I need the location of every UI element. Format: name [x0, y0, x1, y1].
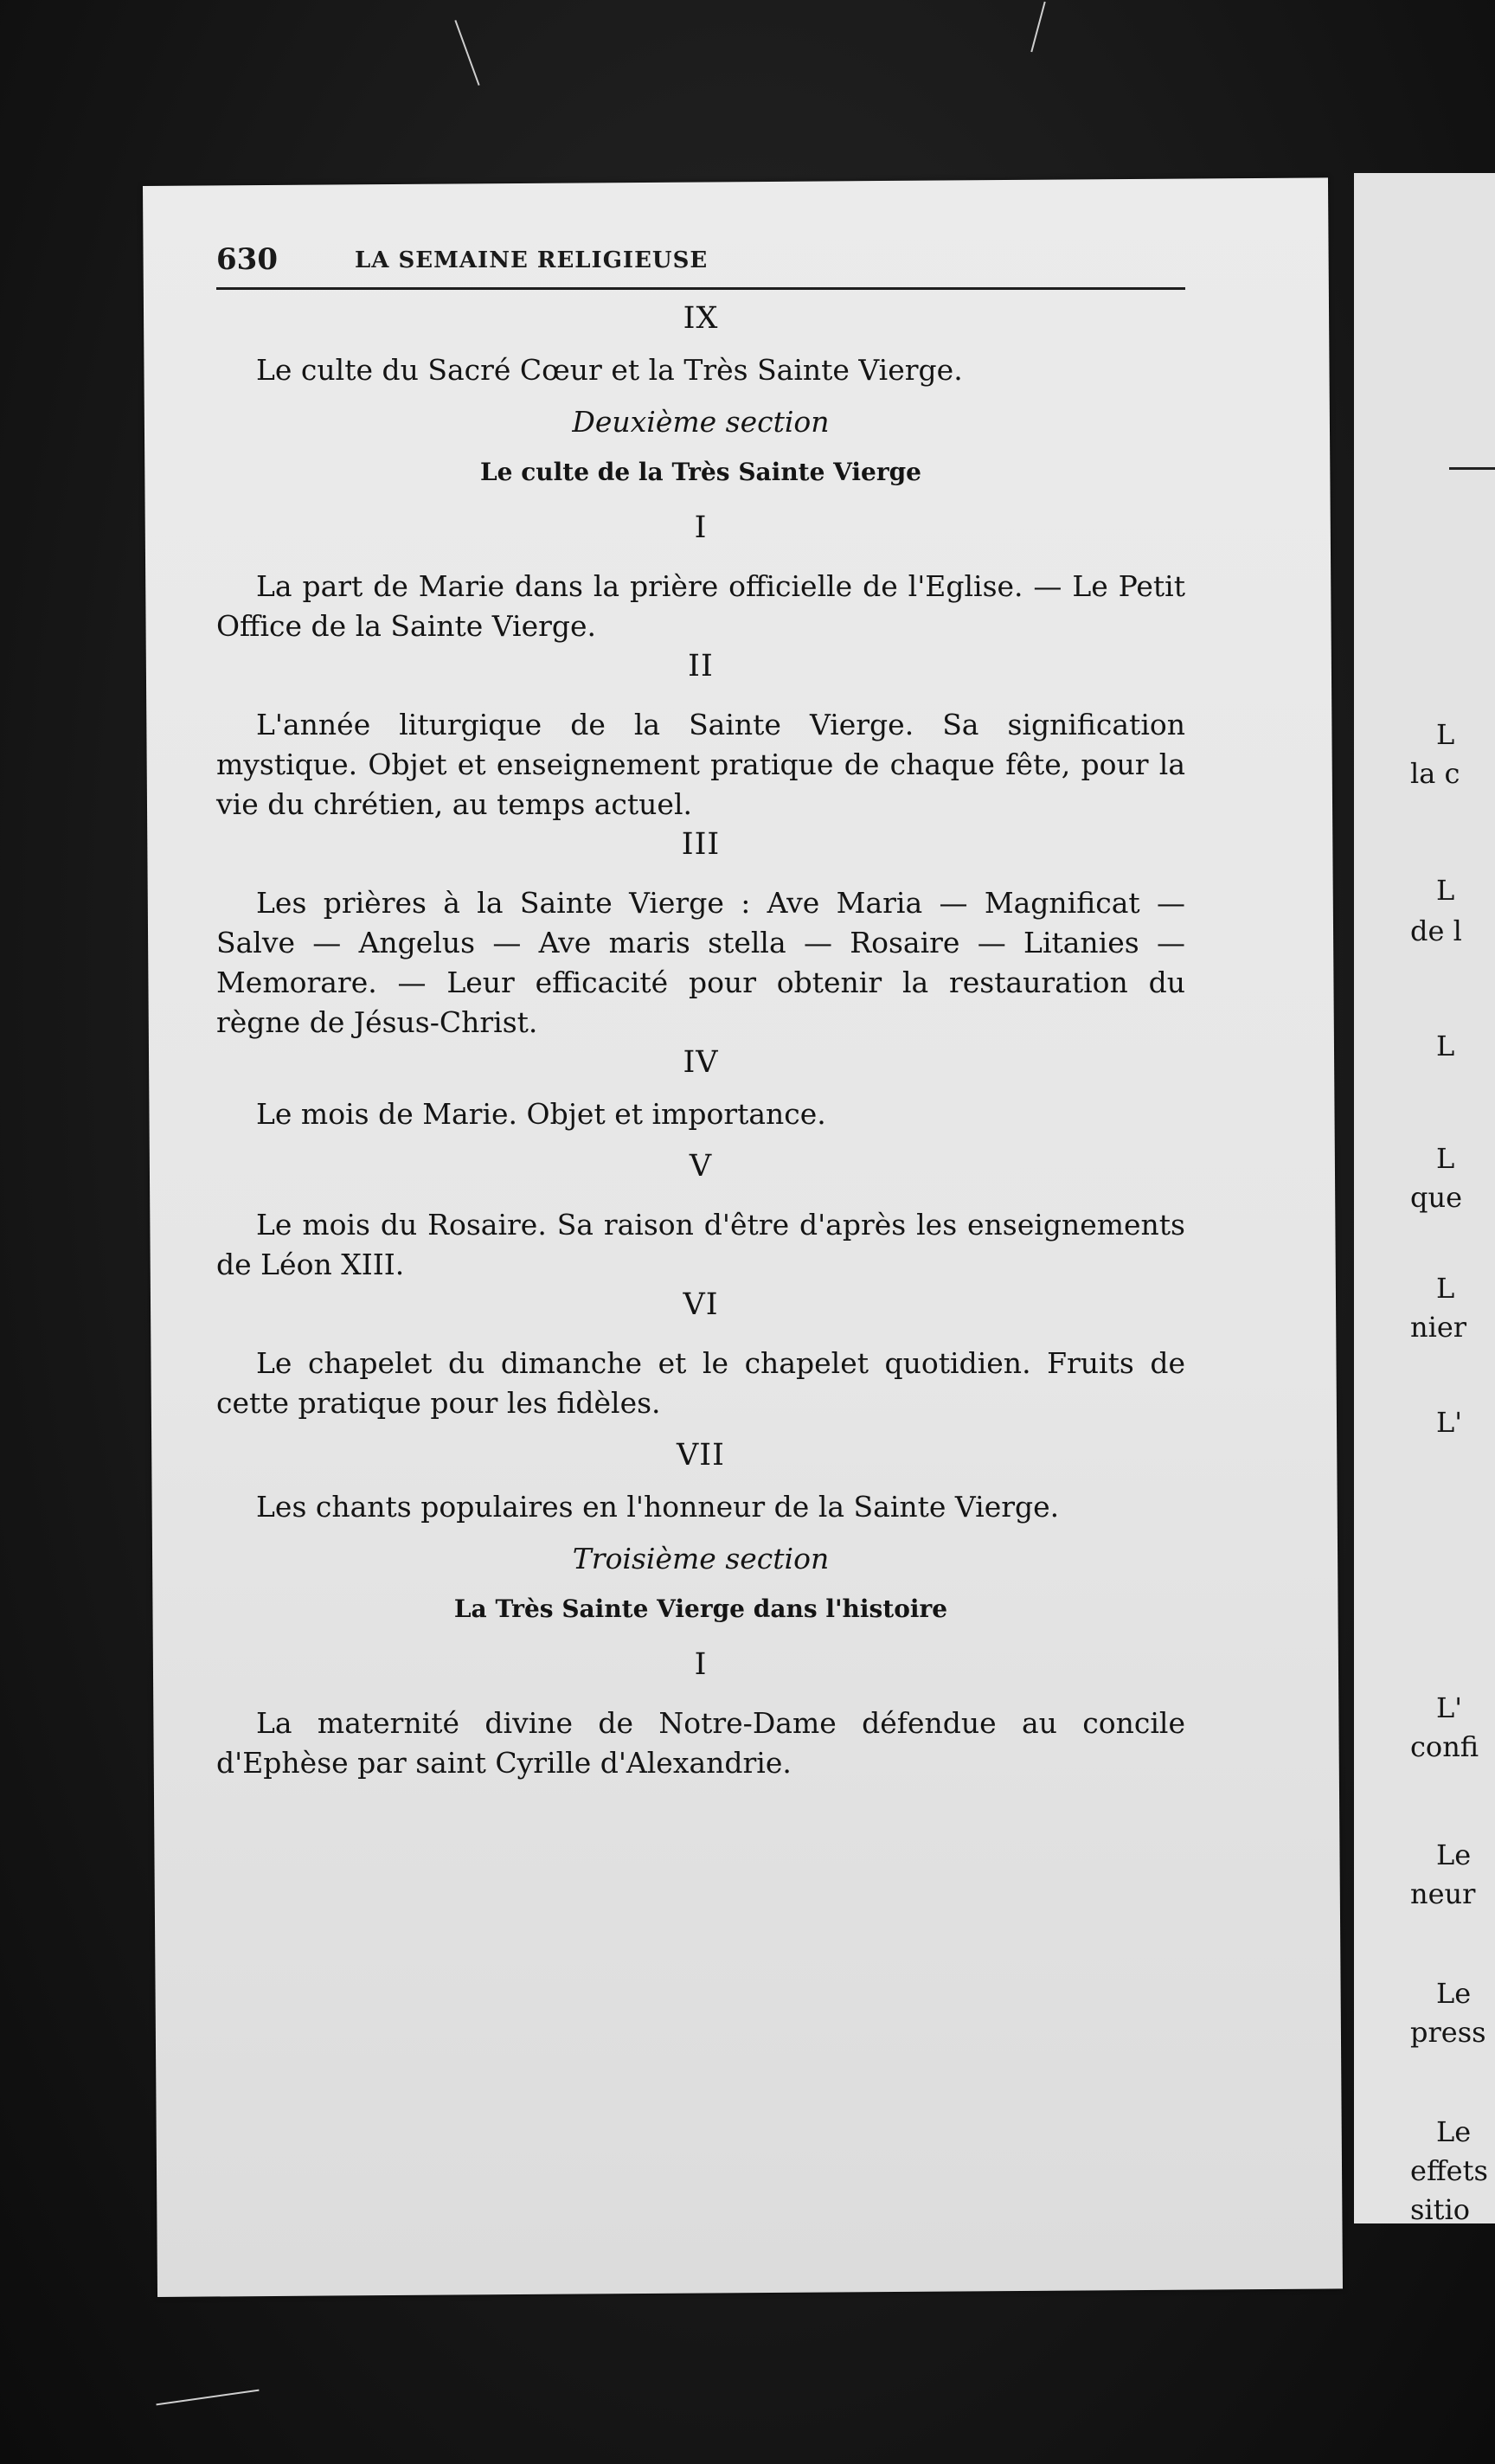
page-body: [216, 298, 1185, 1783]
header-rule: [216, 287, 1185, 290]
section-subheading: Le culte de la Très Sainte Vierge: [479, 458, 921, 486]
section-paragraph: Le chapelet du dimanche et le chapelet quotidien. Fruits de cette pratique pour les fidèles.: [216, 1346, 1185, 1420]
adjacent-line-fragment: Le: [1436, 2115, 1472, 2148]
adjacent-line-fragment: effets: [1410, 2154, 1488, 2187]
section-paragraph: Le culte du Sacré Cœur et la Très Sainte Vierge.: [256, 353, 963, 387]
section-paragraph: L'année liturgique de la Sainte Vierge. Sa signification mystique. Objet et enseignement pratique de chaque fête, pour la vie du chrétien, au temps actuel.: [216, 708, 1185, 821]
running-title: LA SEMAINE RELIGIEUSE: [355, 247, 709, 273]
section-numeral: IV: [683, 1045, 719, 1080]
section-paragraph: Les chants populaires en l'honneur de la Sainte Vierge.: [256, 1490, 1060, 1524]
adjacent-line-fragment: neur: [1410, 1877, 1476, 1910]
adjacent-line-fragment: de l: [1410, 914, 1462, 947]
adjacent-line-fragment: que: [1410, 1181, 1463, 1214]
adjacent-line-fragment: la c: [1410, 757, 1460, 790]
adjacent-line-fragment: L: [1436, 874, 1455, 907]
section-paragraph: Les prières à la Sainte Vierge : Ave Maria — Magnificat — Salve — Angelus — Ave maris stella — Rosaire — Litanies — Memorare. — Leur efficacité pour obtenir la restauration du règne de Jésus-Christ.: [216, 886, 1185, 1039]
section-paragraph: La maternité divine de Notre-Dame défendue au concile d'Ephèse par saint Cyrille d'Alexandrie.: [216, 1706, 1185, 1780]
adjacent-page: [1354, 173, 1495, 2226]
adjacent-line-fragment: confi: [1410, 1730, 1479, 1763]
section-subheading: La Très Sainte Vierge dans l'histoire: [453, 1595, 948, 1623]
adjacent-line-fragment: L: [1436, 1272, 1455, 1305]
adjacent-line-fragment: sitio: [1410, 2193, 1471, 2226]
adjacent-line-fragment: L: [1436, 1030, 1455, 1062]
adjacent-line-fragment: press: [1410, 2016, 1486, 2049]
adjacent-line-fragment: L: [1436, 1142, 1455, 1175]
adjacent-line-fragment: Le: [1436, 1977, 1472, 2010]
page-number: 630: [216, 242, 278, 277]
adjacent-line-fragment: L': [1436, 1691, 1463, 1724]
adjacent-line-fragment: nier: [1410, 1311, 1467, 1344]
section-numeral: IX: [683, 301, 719, 336]
adjacent-line-fragment: L': [1436, 1406, 1463, 1439]
section-numeral: I: [694, 510, 708, 545]
section-paragraph: Le mois de Marie. Objet et importance.: [256, 1097, 826, 1131]
section-numeral: I: [694, 1647, 708, 1682]
section-paragraph: Le mois du Rosaire. Sa raison d'être d'après les enseignements de Léon XIII.: [216, 1208, 1185, 1281]
page-header: [216, 242, 1185, 286]
section-numeral: III: [681, 827, 721, 862]
adjacent-page-rule: [1449, 467, 1495, 470]
adjacent-line-fragment: Le: [1436, 1838, 1472, 1871]
section-heading: Troisième section: [572, 1542, 830, 1575]
section-numeral: VII: [677, 1438, 725, 1473]
section-numeral: V: [689, 1149, 713, 1184]
adjacent-line-fragment: L: [1436, 718, 1455, 751]
section-numeral: II: [688, 649, 714, 683]
section-numeral: VI: [683, 1287, 719, 1322]
section-paragraph: La part de Marie dans la prière officielle de l'Eglise. — Le Petit Office de la Sainte Vierge.: [216, 569, 1185, 643]
section-heading: Deuxième section: [572, 405, 830, 439]
